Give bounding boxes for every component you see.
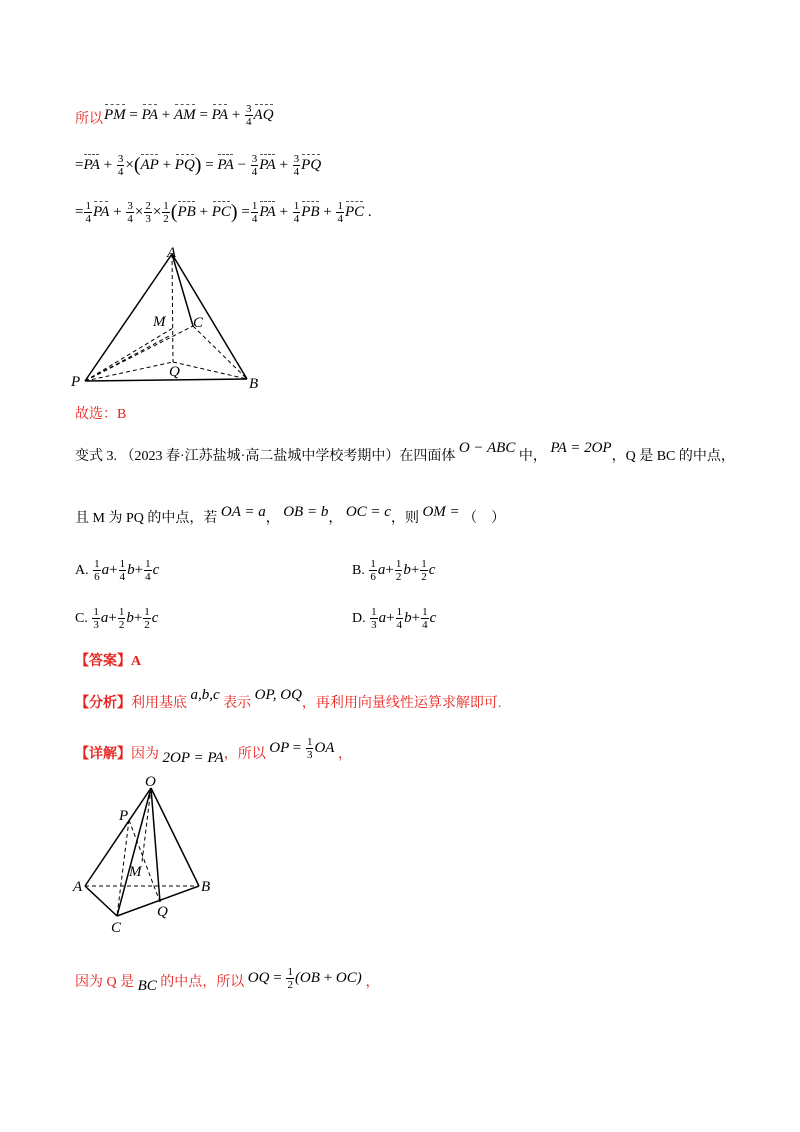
detail-relation: 2OP = PA (162, 749, 224, 766)
problem-line-1 (75, 440, 735, 465)
option-b[interactable]: B. $\frac{1}{6}$ a+ $\frac{1}{2}$ b+ $\frac{1}{2}$ c (352, 558, 436, 583)
option-a[interactable]: A. $\frac{1}{6}$ a+ $\frac{1}{4}$ b+ $\frac{1}{4}$ c (75, 558, 160, 583)
option-c-expr: $\frac{1}{3}$ a+ $\frac{1}{2}$ b+ $\frac{1}{2}$ c (93, 606, 159, 631)
fig2-label-C: C (111, 920, 122, 936)
option-d[interactable]: D. $\frac{1}{3}$ a+ $\frac{1}{4}$ b+ $\frac{1}{4}$ c (352, 606, 437, 631)
fig2-label-A: A (73, 879, 83, 895)
problem-line2-text: 且 M 为 PQ 的中点，若 (75, 511, 218, 526)
vecs-op-oq: OP, OQ (254, 687, 302, 703)
problem-label: 变式 3. (75, 449, 117, 464)
chosen-answer: 故选：B (75, 407, 127, 422)
equation-line-2: =PA + $\frac{3}{4}$ ×(AP + PQ) = PA − $\frac{3}{4}$ PA + $\frac{3}{4}$ PQ (75, 153, 322, 178)
vec-om: OM = (422, 504, 460, 520)
problem-mid: 中， (518, 449, 547, 464)
label-M: M (153, 314, 166, 330)
basis-abc: a,b,c (190, 687, 220, 703)
tetrahedron-figure-1 (65, 240, 275, 395)
segment-bc: BC (137, 977, 157, 994)
fig2-label-M: M (129, 864, 142, 880)
option-c[interactable]: C. $\frac{1}{3}$ a+ $\frac{1}{2}$ b+ $\frac{1}{2}$ c (75, 606, 159, 631)
analysis-line: 【分析】利用基底 a,b,c 表示 OP, OQ，再利用向量线性运算求解即可. (75, 687, 502, 711)
detail-tag: 【详解】 (75, 746, 131, 762)
relation-pa-op: PA = 2OP (550, 440, 612, 456)
answer-blank: （ ） (463, 511, 506, 526)
fig2-label-O: O (145, 774, 156, 790)
equation-line-3: = $\frac{1}{4}$ PA + $\frac{3}{4}$ × $\frac{2}{3}$ × $\frac{1}{2}$ (PB + PC) = $\frac{1}{4}$ PA + $\frac{1}{4}$ PB + $\frac{1}{4}$ PC . (75, 200, 372, 225)
vec-ob: OB = b (283, 504, 329, 520)
option-b-expr: $\frac{1}{6}$ a+ $\frac{1}{2}$ b+ $\frac{1}{2}$ c (370, 558, 436, 583)
label-B: B (249, 376, 259, 392)
vec-oc: OC = c (345, 504, 391, 520)
analysis-tag: 【分析】 (75, 696, 131, 711)
problem-rest: ，Q 是 BC 的中点， (611, 449, 735, 464)
oq-expression: OQ = $\frac{1}{2}$ (OB + OC) (247, 966, 366, 991)
problem-line-2: 且 M 为 PQ 的中点，若 OA = a， OB = b， OC = c，则 OM = （ ） (75, 504, 506, 526)
label-A: A (167, 245, 177, 261)
label-Q: Q (169, 364, 180, 380)
tetrahedron-figure-2 (65, 770, 225, 940)
fig2-label-Q: Q (157, 904, 168, 920)
label-P: P (71, 374, 81, 390)
answer-line (75, 650, 141, 670)
tetra-name: O − ABC (458, 440, 516, 456)
answer-tag: 【答案】 (75, 654, 131, 669)
option-a-expr: $\frac{1}{6}$ a+ $\frac{1}{4}$ b+ $\frac{1}{4}$ c (94, 558, 160, 583)
last-line: 因为 Q 是 BC 的中点，所以 OQ = $\frac{1}{2}$ (OB + OC) ， (75, 966, 380, 994)
equation-line-1: PM = PA + AM = PA + $\frac{3}{4}$ AQ (104, 103, 274, 128)
vec-oa: OA = a (220, 504, 266, 520)
detail-line: 【详解】因为 2OP = PA，所以 OP = $\frac{1}{3}$ OA ， (75, 736, 352, 766)
problem-source: （2023 春·江苏盐城·高二盐城中学校考期中）在四面体 (120, 449, 456, 464)
option-d-expr: $\frac{1}{3}$ a+ $\frac{1}{4}$ b+ $\frac{1}{4}$ c (371, 606, 437, 631)
detail-result: OP = $\frac{1}{3}$ OA (269, 736, 338, 761)
fig2-label-P: P (119, 808, 129, 824)
answer-value: A (131, 654, 142, 669)
text-therefore: 所以 (75, 112, 103, 127)
label-C: C (193, 315, 204, 331)
fig2-label-B: B (201, 879, 211, 895)
